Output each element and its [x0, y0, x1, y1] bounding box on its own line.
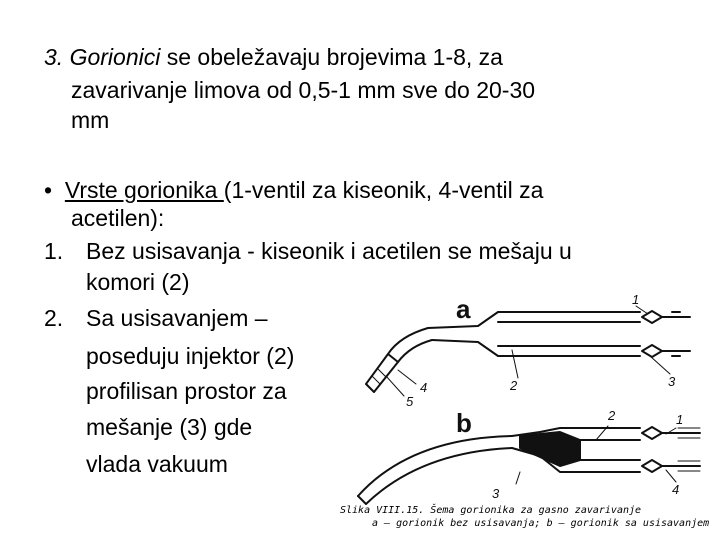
- torch-b-number-1: 1: [676, 412, 684, 427]
- torch-b-number-4: 4: [672, 482, 680, 497]
- torch-a-number-5: 5: [406, 394, 414, 409]
- figure-caption-line-2: a – gorionik bez usisavanja; b – gorionik sa usisavanjem: [372, 518, 710, 529]
- torch-b-drawing: [358, 426, 700, 504]
- list-item-1-line-1: Bez usisavanja - kiseonik i acetilen se mešaju u: [86, 238, 572, 264]
- para-3-number: 3.: [44, 44, 64, 70]
- list-item-1-number: 1.: [44, 238, 64, 264]
- list-item-2-line-3: profilisan prostor za: [86, 378, 287, 404]
- list-item-2-line-5: vlada vakuum: [86, 451, 228, 477]
- figure-label-b: b: [456, 408, 472, 438]
- torch-a-number-2: 2: [510, 378, 518, 393]
- list-item-2-line-2: poseduju injektor (2): [86, 343, 295, 369]
- list-item-2-line-1: Sa usisavanjem –: [86, 305, 268, 331]
- bullet-line-2: acetilen):: [71, 205, 165, 231]
- torch-a-number-4: 4: [420, 380, 428, 395]
- bullet-underlined-text: Vrste gorionika: [64, 177, 224, 203]
- torch-a-drawing: [366, 306, 690, 396]
- figure-label-a: a: [456, 294, 471, 324]
- torch-b-number-2: 2: [608, 408, 616, 423]
- para-3-line-3: mm: [71, 107, 110, 133]
- para-3-rest: se obeležavaju brojevima 1-8, za: [160, 44, 503, 70]
- list-item-2-number: 2.: [44, 305, 64, 331]
- para-3-line-2: zavarivanje limova od 0,5-1 mm sve do 20-30: [71, 77, 536, 103]
- torch-a-number-3: 3: [668, 374, 676, 389]
- torch-figure: [330, 290, 720, 540]
- list-item-2-line-4: mešanje (3) gde: [86, 414, 253, 440]
- torch-a-number-1: 1: [632, 292, 640, 307]
- torch-b-number-3: 3: [492, 486, 500, 501]
- bullet-symbol: •: [44, 177, 53, 203]
- figure-caption: [340, 504, 720, 530]
- para-3-line-1: [44, 44, 503, 71]
- list-item-1-line-2: komori (2): [86, 269, 190, 295]
- bullet-line-1: [44, 177, 543, 204]
- bullet-rest: (1-ventil za kiseonik, 4-ventil za: [223, 177, 544, 203]
- figure-caption-line-1: Slika VIII.15. Šema gorionika za gasno zavarivanje: [340, 505, 642, 516]
- para-3-term: Gorionici: [69, 44, 161, 70]
